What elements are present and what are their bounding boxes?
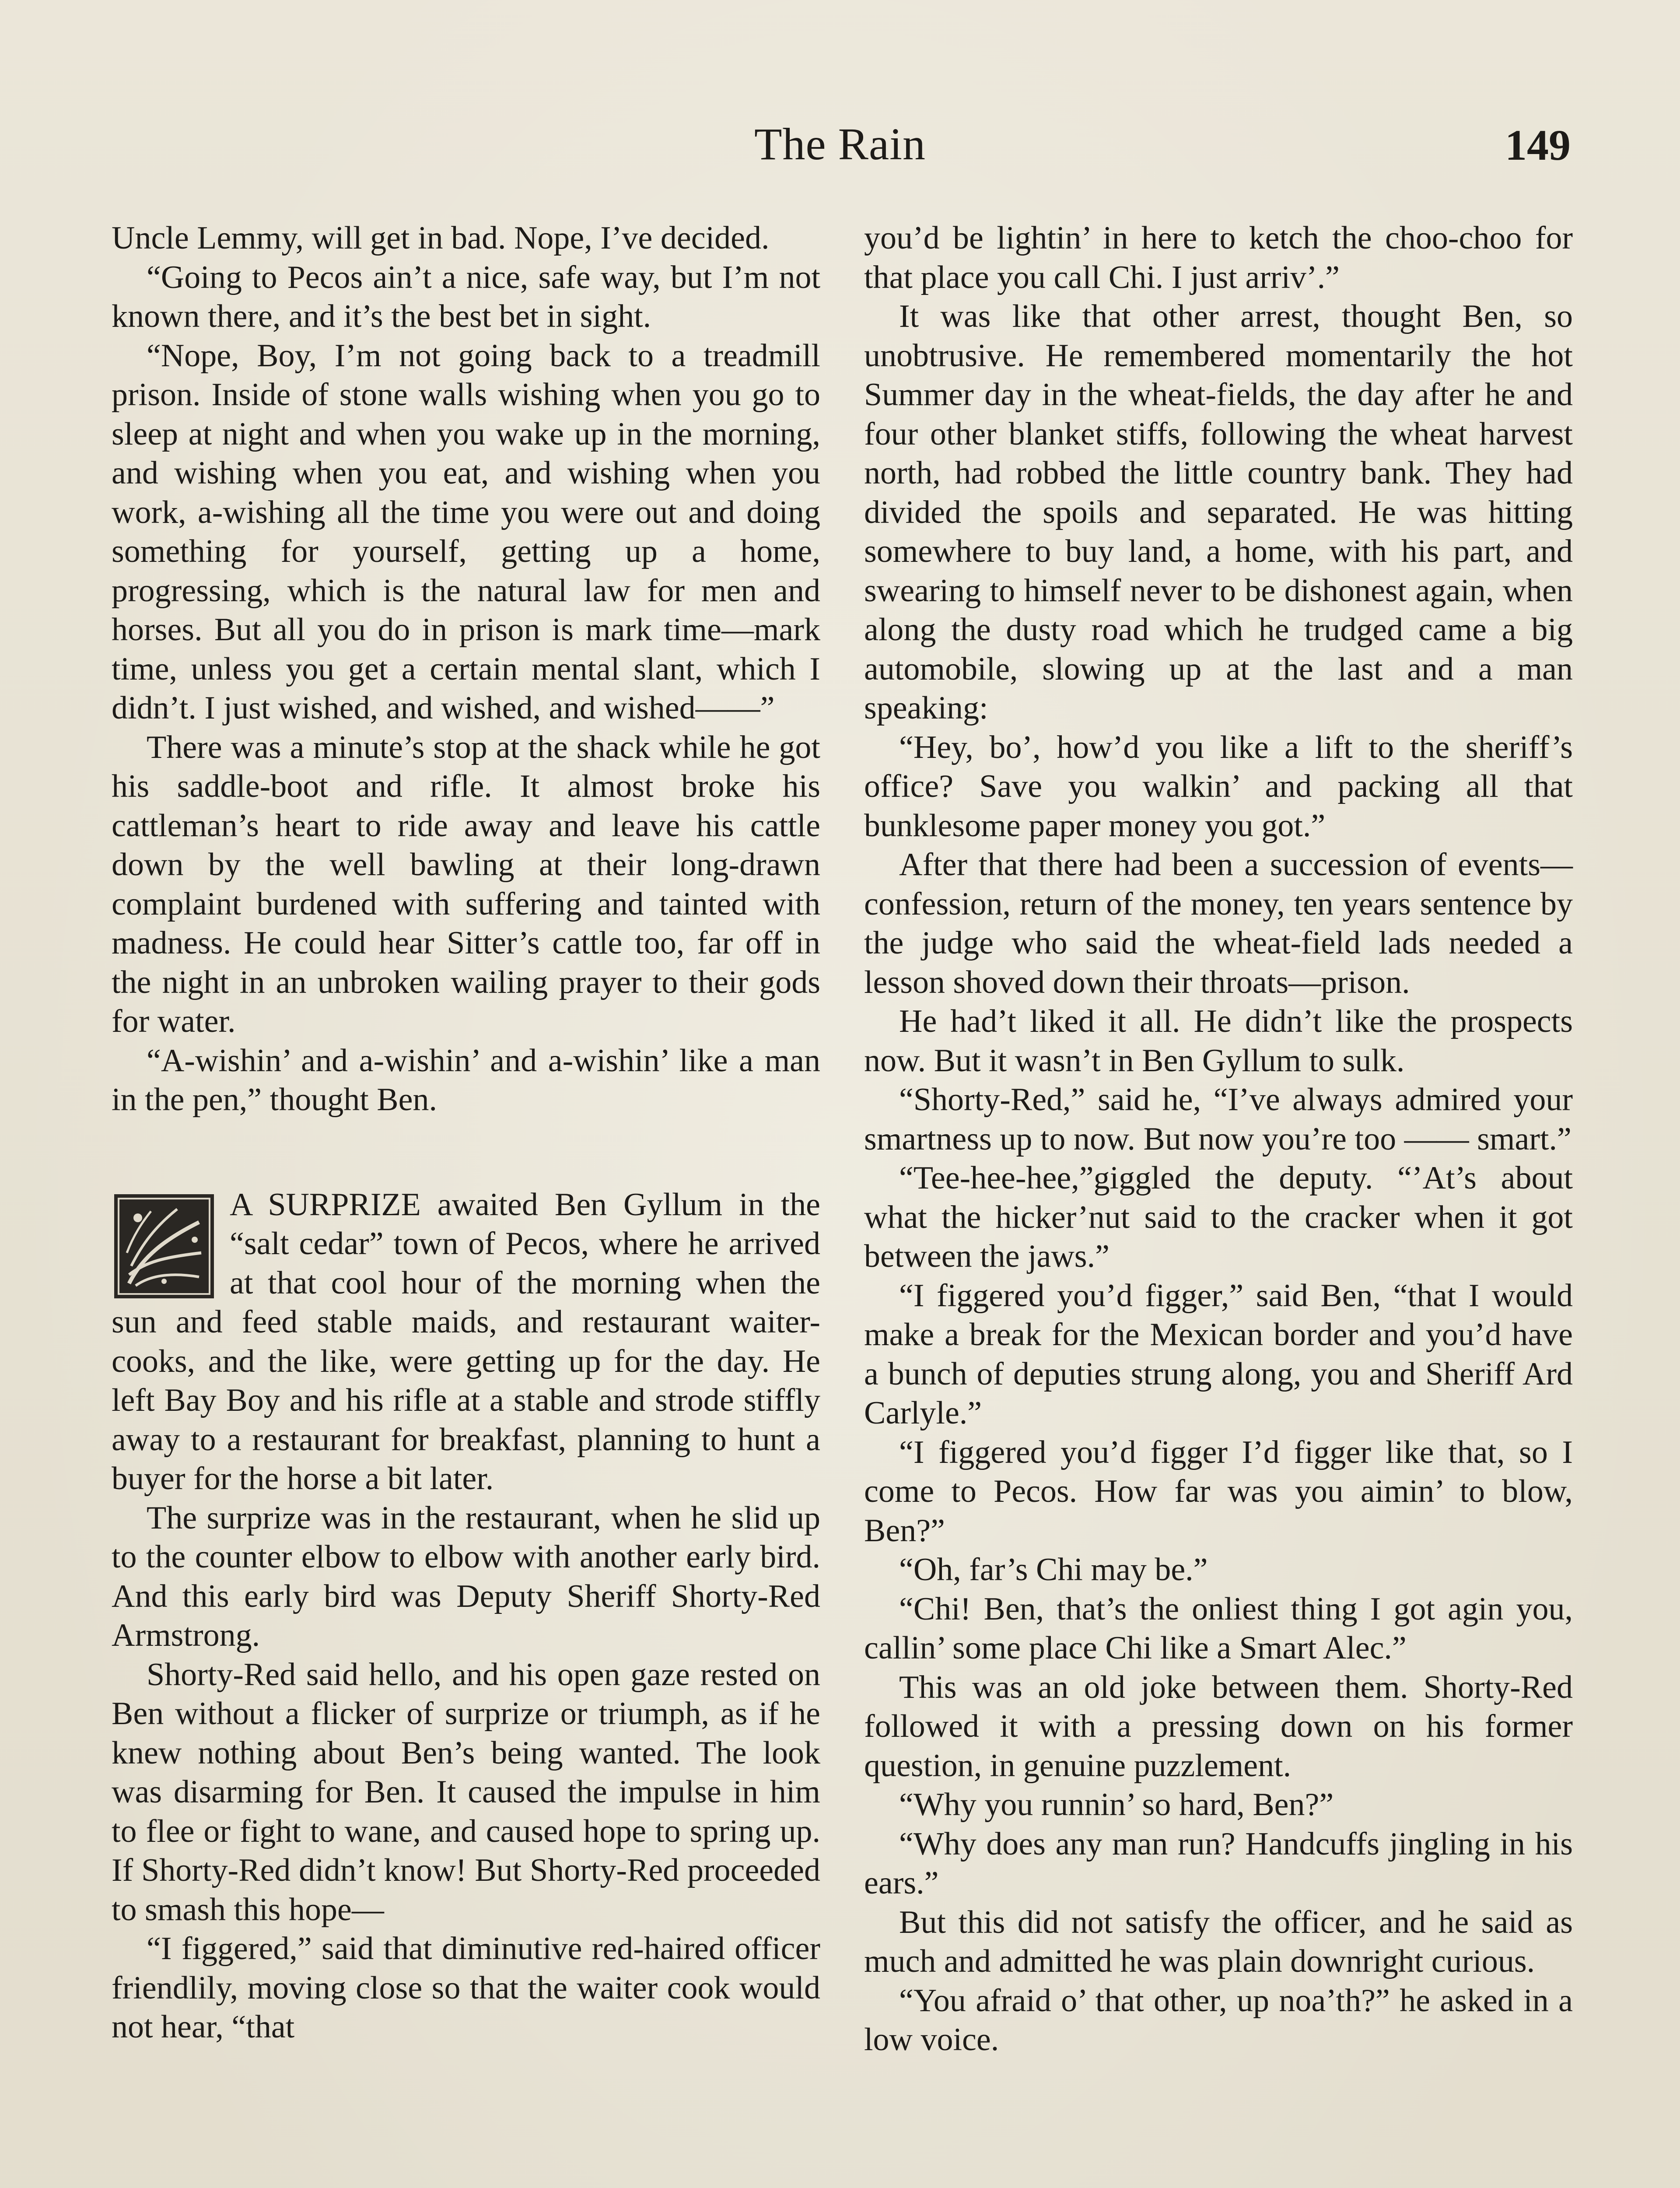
paragraph: “Going to Pecos ain’t a nice, safe way, but I’m not known there, and it’s the best bet in sight. xyxy=(112,259,820,334)
paragraph: “Oh, far’s Chi may be.” xyxy=(899,1552,1208,1588)
paragraph: This was an old joke between them. Shorty-Red followed it with a pressing down on his former question, in genuine puzzlement. xyxy=(864,1669,1573,1784)
page-number: 149 xyxy=(1505,121,1571,169)
paragraph: Uncle Lemmy, will get in bad. Nope, I’ve decided. xyxy=(112,220,770,256)
paragraph: you’d be lightin’ in here to ketch the choo-choo for that place you call Chi. I just arriv’.” xyxy=(864,220,1573,295)
left-column xyxy=(112,219,820,2047)
right-column xyxy=(864,219,1573,2060)
paragraph: It was like that other arrest, thought Ben, so unobtrusive. He remembered momentarily the hot Summer day in the wheat-fields, the day after he and four other blanket stiffs, following the wheat harvest north, had robbed the little country bank. They had divided the spoils and separated. He was hitting somewhere to buy land, a home, with his part, and swearing to himself never to be dishonest again, when along the dusty road which he trudged came a big automobile, slowing up at the last and a man speaking: xyxy=(864,298,1573,726)
paragraph: “Tee-hee-hee,”giggled the deputy. “’At’s about what the hicker’nut said to the cracker when it got between the jaws.” xyxy=(864,1160,1573,1274)
running-title: The Rain xyxy=(754,119,926,169)
paragraph: The surprize was in the restaurant, when he slid up to the counter elbow to elbow with another early bird. And this early bird was Deputy Sheriff Shorty-Red Armstrong. xyxy=(112,1500,820,1653)
paragraph: “I figgered you’d figger,” said Ben, “that I would make a break for the Mexican border and you’d have a bunch of deputies strung along, you and Sheriff Ard Carlyle.” xyxy=(864,1277,1573,1431)
paragraph: “Why does any man run? Handcuffs jingling in his ears.” xyxy=(864,1826,1573,1901)
paragraph: “Chi! Ben, that’s the onliest thing I got agin you, callin’ some place Chi like a Smart Alec.” xyxy=(864,1591,1573,1666)
paragraph: “Shorty-Red,” said he, “I’ve always admired your smartness up to now. But now you’re too —— smart.” xyxy=(864,1082,1573,1157)
paragraph: “You afraid o’ that other, up noa’th?” he asked in a low voice. xyxy=(864,1982,1573,2058)
paragraph: There was a minute’s stop at the shack while he got his saddle-boot and rifle. It almost broke his cattleman’s heart to ride away and leave his cattle down by the well bawling at their long-drawn complaint burdened with suffering and tainted with madness. He could hear Sitter’s cattle too, far off in the night in an unbroken wailing prayer to their gods for water. xyxy=(112,729,820,1039)
paragraph: He had’t liked it all. He didn’t like the prospects now. But it wasn’t in Ben Gyllum to sulk. xyxy=(864,1003,1573,1079)
paragraph: “A-wishin’ and a-wishin’ and a-wishin’ like a man in the pen,” thought Ben. xyxy=(112,1042,820,1118)
paragraph: After that there had been a succession of events—confession, return of the money, ten years sentence by the judge who said the wheat-field lads needed a lesson shoved down their throats—prison. xyxy=(864,847,1573,1000)
paragraph: Shorty-Red said hello, and his open gaze rested on Ben without a flicker of surprize or triumph, as if he knew nothing about Ben’s being wanted. The look was disarming for Ben. It caused the impulse in him to flee or fight to wane, and caused hope to spring up. If Shorty-Red didn’t know! But Shorty-Red proceeded to smash this hope— xyxy=(112,1656,820,1928)
section-break xyxy=(112,1120,820,1185)
paragraph: “Hey, bo’, how’d you like a lift to the sheriff’s office? Save you walkin’ and packing all that bunklesome paper money you got.” xyxy=(864,729,1573,844)
running-head xyxy=(109,118,1571,179)
paragraph: “I figgered you’d figger I’d figger like that, so I come to Pecos. How far was you aimin’ to blow, Ben?” xyxy=(864,1434,1573,1549)
paragraph: “I figgered,” said that diminutive red-haired officer friendlily, moving close so that the waiter cook would not hear, “that xyxy=(112,1931,820,2045)
paragraph: “Nope, Boy, I’m not going back to a treadmill prison. Inside of stone walls wishing when you go to sleep at night and when you wake up in the morning, and wishing when you eat, and wishing when you work, a-wishing all the time you were out and doing something for yourself, getting up a home, progressing, which is the natural law for men and horses. But all you do in prison is mark time—mark time, unless you get a certain mental slant, which I didn’t. I just wished, and wished, and wished——” xyxy=(112,337,820,726)
paragraph: But this did not satisfy the officer, and he said as much and admitted he was plain downright curious. xyxy=(864,1904,1573,1979)
paragraph: A SURPRIZE awaited Ben Gyllum in the “salt cedar” town of Pecos, where he arrived at that cool hour of the morning when the sun and feed stable maids, and restaurant waiter-cooks, and the like, were getting up for the day. He left Bay Boy and his rifle at a stable and strode stiffly away to a restaurant for breakfast, planning to hunt a buyer for the horse a bit later. xyxy=(112,1186,820,1497)
drop-cap-ornament-icon xyxy=(112,1192,217,1301)
paragraph: “Why you runnin’ so hard, Ben?” xyxy=(899,1787,1334,1823)
